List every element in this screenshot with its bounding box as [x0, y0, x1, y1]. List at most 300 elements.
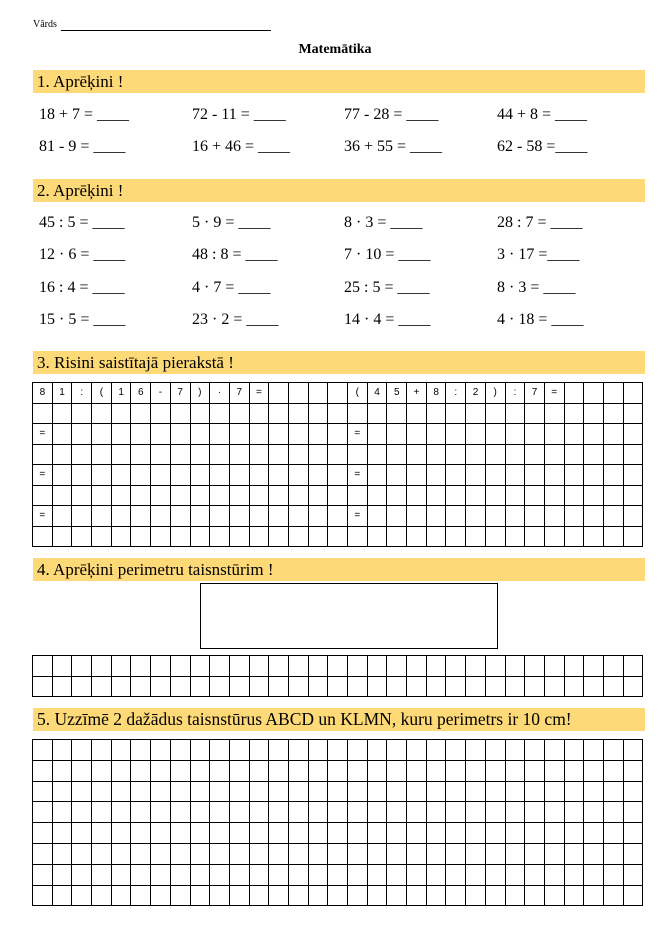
grid-cell[interactable]	[151, 444, 171, 465]
grid-cell[interactable]	[564, 403, 584, 424]
grid-cell[interactable]	[367, 802, 387, 823]
grid-cell[interactable]	[623, 760, 643, 781]
grid-cell[interactable]	[72, 864, 92, 885]
name-input-line[interactable]	[61, 30, 271, 31]
grid-cell[interactable]	[348, 864, 368, 885]
grid-cell[interactable]	[466, 424, 486, 445]
grid-cell[interactable]	[170, 885, 190, 906]
grid-cell[interactable]	[525, 802, 545, 823]
grid-cell[interactable]	[308, 864, 328, 885]
grid-cell[interactable]	[348, 885, 368, 906]
grid-cell[interactable]	[308, 843, 328, 864]
grid-cell[interactable]	[72, 526, 92, 547]
grid-cell[interactable]	[367, 843, 387, 864]
grid-cell[interactable]	[170, 526, 190, 547]
grid-cell[interactable]	[52, 885, 72, 906]
grid-cell[interactable]	[111, 823, 131, 844]
grid-cell[interactable]	[603, 465, 623, 486]
grid-cell[interactable]	[407, 781, 427, 802]
grid-cell[interactable]	[505, 444, 525, 465]
grid-cell[interactable]	[131, 823, 151, 844]
grid-cell[interactable]	[623, 465, 643, 486]
grid-cell[interactable]	[367, 485, 387, 506]
grid-cell[interactable]	[328, 823, 348, 844]
grid-cell[interactable]	[151, 403, 171, 424]
grid-cell[interactable]	[288, 465, 308, 486]
grid-cell[interactable]	[210, 843, 230, 864]
grid-cell[interactable]	[229, 403, 249, 424]
grid-cell[interactable]	[544, 403, 564, 424]
grid-cell[interactable]	[151, 526, 171, 547]
grid-cell[interactable]	[190, 843, 210, 864]
grid-cell[interactable]	[328, 383, 348, 404]
grid-cell[interactable]	[466, 843, 486, 864]
grid-cell[interactable]	[92, 403, 112, 424]
grid-cell[interactable]	[52, 740, 72, 761]
grid-cell[interactable]	[288, 403, 308, 424]
grid-cell[interactable]	[446, 781, 466, 802]
grid-cell[interactable]	[308, 383, 328, 404]
grid-cell[interactable]	[92, 526, 112, 547]
grid-cell[interactable]	[190, 760, 210, 781]
grid-cell[interactable]	[210, 424, 230, 445]
grid-cell[interactable]	[190, 424, 210, 445]
grid-cell[interactable]	[170, 760, 190, 781]
grid-cell[interactable]: ·	[210, 383, 230, 404]
grid-cell[interactable]	[426, 802, 446, 823]
grid-cell[interactable]	[269, 526, 289, 547]
grid-cell[interactable]	[190, 781, 210, 802]
grid-cell[interactable]	[72, 465, 92, 486]
grid-cell[interactable]	[407, 802, 427, 823]
grid-cell[interactable]	[525, 781, 545, 802]
grid-cell[interactable]	[525, 424, 545, 445]
grid-cell[interactable]	[229, 864, 249, 885]
grid-cell[interactable]	[92, 444, 112, 465]
answer-grid-perimeter[interactable]	[32, 655, 643, 697]
grid-cell[interactable]	[584, 424, 604, 445]
grid-cell[interactable]	[623, 444, 643, 465]
grid-cell[interactable]	[623, 740, 643, 761]
grid-cell[interactable]	[348, 485, 368, 506]
grid-cell[interactable]	[485, 823, 505, 844]
grid-cell[interactable]	[308, 506, 328, 527]
grid-cell[interactable]	[603, 760, 623, 781]
grid-cell[interactable]	[446, 760, 466, 781]
grid-cell[interactable]	[584, 403, 604, 424]
grid-cell[interactable]	[485, 444, 505, 465]
grid-cell[interactable]	[446, 444, 466, 465]
grid-cell[interactable]	[525, 885, 545, 906]
grid-cell[interactable]	[623, 383, 643, 404]
grid-cell[interactable]	[269, 864, 289, 885]
grid-cell[interactable]	[249, 506, 269, 527]
grid-cell[interactable]	[564, 424, 584, 445]
grid-cell[interactable]	[446, 843, 466, 864]
grid-cell[interactable]	[584, 740, 604, 761]
grid-cell[interactable]	[544, 676, 564, 697]
grid-cell[interactable]	[170, 485, 190, 506]
grid-cell[interactable]	[111, 506, 131, 527]
grid-cell[interactable]	[111, 656, 131, 677]
grid-cell[interactable]	[92, 485, 112, 506]
grid-cell[interactable]	[407, 403, 427, 424]
grid-cell[interactable]	[308, 403, 328, 424]
grid-cell[interactable]	[485, 485, 505, 506]
grid-cell[interactable]	[584, 506, 604, 527]
grid-cell[interactable]	[33, 526, 53, 547]
grid-cell[interactable]	[92, 506, 112, 527]
grid-cell[interactable]	[426, 526, 446, 547]
grid-cell[interactable]	[525, 676, 545, 697]
grid-cell[interactable]	[190, 485, 210, 506]
grid-cell[interactable]	[190, 740, 210, 761]
grid-cell[interactable]	[210, 802, 230, 823]
grid-cell[interactable]	[603, 885, 623, 906]
grid-cell[interactable]	[72, 885, 92, 906]
grid-cell[interactable]: 1	[111, 383, 131, 404]
grid-cell[interactable]	[170, 823, 190, 844]
grid-cell[interactable]	[426, 403, 446, 424]
grid-cell[interactable]	[544, 526, 564, 547]
grid-cell[interactable]	[466, 740, 486, 761]
grid-cell[interactable]	[564, 656, 584, 677]
grid-cell[interactable]	[603, 843, 623, 864]
grid-cell[interactable]	[505, 740, 525, 761]
grid-cell[interactable]: =	[249, 383, 269, 404]
grid-cell[interactable]	[407, 740, 427, 761]
grid-cell[interactable]	[603, 802, 623, 823]
grid-cell[interactable]	[269, 740, 289, 761]
grid-cell[interactable]	[426, 506, 446, 527]
grid-cell[interactable]: +	[407, 383, 427, 404]
grid-cell[interactable]	[387, 864, 407, 885]
grid-cell[interactable]	[387, 424, 407, 445]
grid-cell[interactable]	[564, 526, 584, 547]
grid-cell[interactable]	[229, 656, 249, 677]
grid-cell[interactable]	[623, 424, 643, 445]
grid-cell[interactable]	[505, 760, 525, 781]
grid-cell[interactable]	[33, 823, 53, 844]
grid-cell[interactable]	[288, 383, 308, 404]
grid-cell[interactable]	[544, 465, 564, 486]
grid-cell[interactable]	[170, 465, 190, 486]
grid-cell[interactable]	[367, 740, 387, 761]
grid-cell[interactable]	[151, 740, 171, 761]
grid-cell[interactable]	[584, 676, 604, 697]
grid-cell[interactable]	[446, 864, 466, 885]
grid-cell[interactable]	[288, 526, 308, 547]
grid-cell[interactable]	[52, 465, 72, 486]
grid-cell[interactable]	[72, 403, 92, 424]
grid-cell[interactable]	[485, 740, 505, 761]
grid-cell[interactable]	[229, 444, 249, 465]
grid-cell[interactable]	[249, 424, 269, 445]
grid-cell[interactable]	[210, 444, 230, 465]
grid-cell[interactable]	[210, 403, 230, 424]
grid-cell[interactable]	[131, 656, 151, 677]
grid-cell[interactable]	[505, 676, 525, 697]
grid-cell[interactable]	[485, 656, 505, 677]
grid-cell[interactable]	[525, 403, 545, 424]
grid-cell[interactable]	[564, 760, 584, 781]
grid-cell[interactable]	[288, 885, 308, 906]
grid-cell[interactable]	[387, 885, 407, 906]
grid-cell[interactable]	[269, 656, 289, 677]
grid-cell[interactable]	[623, 676, 643, 697]
grid-cell[interactable]	[151, 864, 171, 885]
grid-cell[interactable]	[210, 656, 230, 677]
grid-cell[interactable]	[485, 424, 505, 445]
grid-cell[interactable]	[584, 656, 604, 677]
grid-cell[interactable]	[564, 864, 584, 885]
grid-cell[interactable]	[407, 760, 427, 781]
grid-cell[interactable]	[170, 506, 190, 527]
grid-cell[interactable]	[288, 424, 308, 445]
grid-cell[interactable]	[269, 465, 289, 486]
answer-grid-chain[interactable]	[32, 382, 643, 547]
grid-cell[interactable]	[446, 885, 466, 906]
grid-cell[interactable]	[426, 781, 446, 802]
grid-cell[interactable]	[544, 885, 564, 906]
grid-cell[interactable]: 8	[33, 383, 53, 404]
grid-cell[interactable]	[446, 802, 466, 823]
grid-cell[interactable]	[170, 656, 190, 677]
grid-cell[interactable]	[584, 864, 604, 885]
grid-cell[interactable]	[466, 676, 486, 697]
grid-cell[interactable]	[328, 444, 348, 465]
grid-cell[interactable]	[426, 656, 446, 677]
grid-cell[interactable]	[72, 843, 92, 864]
grid-cell[interactable]	[308, 781, 328, 802]
grid-cell[interactable]	[603, 403, 623, 424]
grid-cell[interactable]	[190, 403, 210, 424]
grid-cell[interactable]	[229, 485, 249, 506]
grid-cell[interactable]	[544, 802, 564, 823]
grid-cell[interactable]	[564, 383, 584, 404]
grid-cell[interactable]	[387, 760, 407, 781]
grid-cell[interactable]	[328, 424, 348, 445]
grid-cell[interactable]	[485, 781, 505, 802]
grid-cell[interactable]	[249, 760, 269, 781]
grid-cell[interactable]	[288, 656, 308, 677]
grid-cell[interactable]	[131, 864, 151, 885]
grid-cell[interactable]	[229, 676, 249, 697]
grid-cell[interactable]	[33, 802, 53, 823]
grid-cell[interactable]	[111, 864, 131, 885]
grid-cell[interactable]	[544, 506, 564, 527]
grid-cell[interactable]	[485, 802, 505, 823]
grid-cell[interactable]	[466, 526, 486, 547]
grid-cell[interactable]	[210, 526, 230, 547]
grid-cell[interactable]	[466, 465, 486, 486]
grid-cell[interactable]	[407, 864, 427, 885]
grid-cell[interactable]	[131, 485, 151, 506]
grid-cell[interactable]	[623, 506, 643, 527]
grid-cell[interactable]	[407, 676, 427, 697]
grid-cell[interactable]	[348, 676, 368, 697]
grid-cell[interactable]	[229, 781, 249, 802]
grid-cell[interactable]	[367, 444, 387, 465]
grid-cell[interactable]: -	[151, 383, 171, 404]
grid-cell[interactable]	[387, 465, 407, 486]
grid-cell[interactable]	[485, 885, 505, 906]
grid-cell[interactable]	[505, 506, 525, 527]
grid-cell[interactable]: 8	[426, 383, 446, 404]
grid-cell[interactable]	[426, 885, 446, 906]
grid-cell[interactable]	[387, 781, 407, 802]
grid-cell[interactable]	[131, 760, 151, 781]
grid-cell[interactable]	[603, 740, 623, 761]
grid-cell[interactable]	[407, 485, 427, 506]
grid-cell[interactable]	[210, 760, 230, 781]
grid-cell[interactable]	[348, 843, 368, 864]
grid-cell[interactable]	[485, 465, 505, 486]
grid-cell[interactable]	[446, 676, 466, 697]
grid-cell[interactable]	[33, 885, 53, 906]
grid-cell[interactable]	[485, 676, 505, 697]
grid-cell[interactable]	[525, 843, 545, 864]
grid-cell[interactable]	[407, 526, 427, 547]
grid-cell[interactable]	[170, 444, 190, 465]
grid-cell[interactable]	[348, 760, 368, 781]
grid-cell[interactable]	[269, 885, 289, 906]
grid-cell[interactable]	[328, 843, 348, 864]
grid-cell[interactable]	[210, 740, 230, 761]
grid-cell[interactable]	[525, 526, 545, 547]
grid-cell[interactable]	[308, 485, 328, 506]
grid-cell[interactable]	[269, 403, 289, 424]
grid-cell[interactable]	[367, 465, 387, 486]
grid-cell[interactable]	[151, 885, 171, 906]
grid-cell[interactable]	[584, 760, 604, 781]
grid-cell[interactable]	[603, 485, 623, 506]
grid-cell[interactable]	[52, 802, 72, 823]
grid-cell[interactable]	[249, 526, 269, 547]
grid-cell[interactable]	[52, 760, 72, 781]
grid-cell[interactable]	[564, 843, 584, 864]
grid-cell[interactable]: 2	[466, 383, 486, 404]
grid-cell[interactable]: 7	[525, 383, 545, 404]
grid-cell[interactable]	[111, 802, 131, 823]
grid-cell[interactable]	[603, 864, 623, 885]
grid-cell[interactable]	[210, 485, 230, 506]
grid-cell[interactable]	[525, 760, 545, 781]
grid-cell[interactable]	[564, 885, 584, 906]
grid-cell[interactable]	[387, 506, 407, 527]
grid-cell[interactable]	[288, 823, 308, 844]
grid-cell[interactable]	[407, 506, 427, 527]
grid-cell[interactable]	[328, 740, 348, 761]
grid-cell[interactable]	[52, 781, 72, 802]
grid-cell[interactable]	[328, 864, 348, 885]
grid-cell[interactable]	[131, 676, 151, 697]
grid-cell[interactable]	[33, 403, 53, 424]
grid-cell[interactable]	[33, 864, 53, 885]
grid-cell[interactable]: 7	[170, 383, 190, 404]
grid-cell[interactable]	[308, 885, 328, 906]
grid-cell[interactable]	[92, 656, 112, 677]
grid-cell[interactable]	[446, 403, 466, 424]
grid-cell[interactable]	[505, 403, 525, 424]
grid-cell[interactable]: 5	[387, 383, 407, 404]
grid-cell[interactable]: )	[485, 383, 505, 404]
grid-cell[interactable]	[288, 676, 308, 697]
grid-cell[interactable]	[387, 843, 407, 864]
grid-cell[interactable]	[426, 485, 446, 506]
grid-cell[interactable]	[505, 781, 525, 802]
grid-cell[interactable]: 6	[131, 383, 151, 404]
grid-cell[interactable]	[210, 465, 230, 486]
grid-cell[interactable]	[603, 444, 623, 465]
grid-cell[interactable]	[485, 843, 505, 864]
grid-cell[interactable]	[505, 843, 525, 864]
grid-cell[interactable]	[72, 424, 92, 445]
grid-cell[interactable]	[190, 465, 210, 486]
grid-cell[interactable]	[52, 403, 72, 424]
grid-cell[interactable]	[603, 424, 623, 445]
grid-cell[interactable]	[249, 843, 269, 864]
grid-cell[interactable]	[249, 403, 269, 424]
grid-cell[interactable]	[446, 740, 466, 761]
grid-cell[interactable]: =	[348, 506, 368, 527]
grid-cell[interactable]	[249, 802, 269, 823]
grid-cell[interactable]	[466, 781, 486, 802]
grid-cell[interactable]	[92, 864, 112, 885]
grid-cell[interactable]	[249, 885, 269, 906]
grid-cell[interactable]	[505, 656, 525, 677]
grid-cell[interactable]	[92, 740, 112, 761]
grid-cell[interactable]	[190, 444, 210, 465]
grid-cell[interactable]	[72, 760, 92, 781]
grid-cell[interactable]	[446, 485, 466, 506]
grid-cell[interactable]	[387, 676, 407, 697]
grid-cell[interactable]	[269, 676, 289, 697]
grid-cell[interactable]	[426, 843, 446, 864]
grid-cell[interactable]	[426, 424, 446, 445]
grid-cell[interactable]	[426, 676, 446, 697]
grid-cell[interactable]	[584, 465, 604, 486]
grid-cell[interactable]	[544, 781, 564, 802]
grid-cell[interactable]	[72, 740, 92, 761]
grid-cell[interactable]	[52, 864, 72, 885]
grid-cell[interactable]	[603, 506, 623, 527]
grid-cell[interactable]	[131, 740, 151, 761]
grid-cell[interactable]	[367, 781, 387, 802]
grid-cell[interactable]	[328, 526, 348, 547]
grid-cell[interactable]	[52, 676, 72, 697]
grid-cell[interactable]	[229, 823, 249, 844]
grid-cell[interactable]	[544, 823, 564, 844]
grid-cell[interactable]	[505, 802, 525, 823]
grid-cell[interactable]	[485, 403, 505, 424]
grid-cell[interactable]	[328, 885, 348, 906]
grid-cell[interactable]	[544, 444, 564, 465]
grid-cell[interactable]: :	[72, 383, 92, 404]
grid-cell[interactable]	[544, 424, 564, 445]
grid-cell[interactable]	[308, 526, 328, 547]
grid-cell[interactable]	[111, 444, 131, 465]
grid-cell[interactable]	[111, 885, 131, 906]
grid-cell[interactable]	[190, 526, 210, 547]
grid-cell[interactable]	[564, 781, 584, 802]
grid-cell[interactable]: :	[446, 383, 466, 404]
grid-cell[interactable]	[229, 885, 249, 906]
grid-cell[interactable]	[328, 465, 348, 486]
grid-cell[interactable]	[407, 465, 427, 486]
grid-cell[interactable]	[584, 843, 604, 864]
grid-cell[interactable]	[111, 526, 131, 547]
